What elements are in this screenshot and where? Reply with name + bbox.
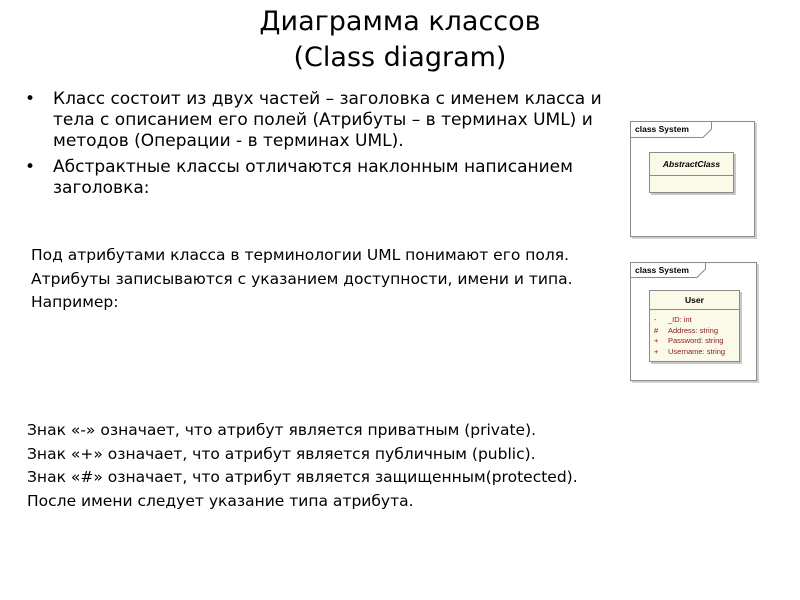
attribute-text: Address: string bbox=[668, 325, 719, 335]
user-class-box bbox=[649, 290, 740, 362]
title-line-1: Диаграмма классов bbox=[259, 6, 541, 37]
bullet-marker: • bbox=[25, 157, 36, 177]
bullet-item bbox=[22, 157, 612, 199]
attribute-list bbox=[650, 310, 739, 361]
attribute-text: Password: string bbox=[668, 336, 724, 345]
attributes-paragraph bbox=[31, 244, 573, 315]
paragraph-line: Атрибуты записываются с указанием доступности, имени и типа. bbox=[31, 269, 573, 288]
attribute-row bbox=[654, 347, 739, 358]
paragraph-line: Например: bbox=[31, 293, 119, 311]
paragraph-line: Знак «+» означает, что атрибут является публичным (public). bbox=[27, 444, 536, 463]
abstract-class-diagram bbox=[630, 121, 755, 237]
class-name: AbstractClass bbox=[650, 153, 733, 176]
user-class-diagram bbox=[630, 262, 757, 381]
bullet-item bbox=[22, 89, 612, 152]
paragraph-line: Знак «#» означает, что атрибут является защищенным(protected). bbox=[27, 468, 578, 486]
attribute-text: Username: string bbox=[668, 346, 726, 356]
bullet-text: Абстрактные классы отличаются наклонным написанием заголовка: bbox=[53, 157, 573, 198]
bullet-marker: • bbox=[25, 89, 36, 109]
attribute-row bbox=[654, 326, 739, 337]
abstract-class-box bbox=[649, 152, 734, 193]
visibility-paragraph bbox=[27, 419, 578, 513]
attribute-visibility: - bbox=[654, 315, 657, 324]
attribute-visibility: + bbox=[654, 336, 659, 345]
attribute-visibility: + bbox=[654, 346, 659, 356]
attribute-visibility: # bbox=[654, 325, 659, 335]
attribute-row bbox=[654, 315, 739, 326]
class-name: User bbox=[650, 291, 739, 310]
slide-title bbox=[0, 4, 800, 76]
paragraph-line: Знак «-» означает, что атрибут является приватным (private). bbox=[27, 421, 537, 439]
title-line-2: (Class diagram) bbox=[293, 42, 507, 73]
class-body bbox=[650, 176, 733, 192]
frame-label: class System bbox=[635, 265, 689, 275]
paragraph-line: После имени следует указание типа атрибута. bbox=[27, 491, 414, 510]
attribute-row bbox=[654, 336, 739, 347]
paragraph-line: Под атрибутами класса в терминологии UML понимают его поля. bbox=[31, 246, 570, 264]
bullet-list bbox=[22, 89, 612, 204]
attribute-text: _ID: int bbox=[668, 315, 692, 324]
bullet-text: Класс состоит из двух частей – заголовка с именем класса и тела с описанием его полей (Атрибуты – в терминах UML) и методов (Операции - в терминах UML). bbox=[53, 89, 602, 151]
frame-label: class System bbox=[635, 124, 689, 134]
